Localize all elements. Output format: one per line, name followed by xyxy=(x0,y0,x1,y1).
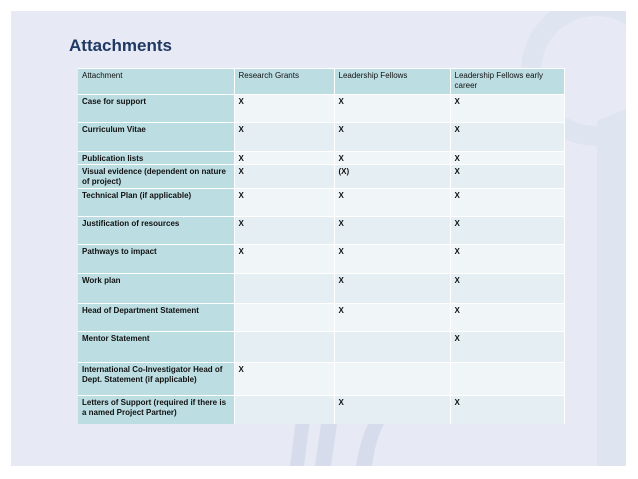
table-row xyxy=(78,396,565,424)
cell-research-grants: X xyxy=(234,363,334,396)
cell-research-grants xyxy=(234,304,334,332)
cell-leadership-fellows-early-career: X xyxy=(450,274,565,304)
cell-leadership-fellows-early-career: X xyxy=(450,123,565,152)
table-header-row xyxy=(78,69,565,95)
header-leadership-fellows-early-career: Leadership Fellows early career xyxy=(450,69,565,95)
slide-title: Attachments xyxy=(69,36,172,55)
cell-research-grants: X xyxy=(234,95,334,123)
header-research-grants: Research Grants xyxy=(234,69,334,95)
row-label: Visual evidence (dependent on nature of project) xyxy=(78,165,234,189)
cell-leadership-fellows-early-career: X xyxy=(450,396,565,424)
cell-research-grants xyxy=(234,274,334,304)
cell-leadership-fellows: X xyxy=(334,304,450,332)
cell-leadership-fellows-early-career: X xyxy=(450,332,565,363)
cell-leadership-fellows: X xyxy=(334,245,450,274)
cell-leadership-fellows: X xyxy=(334,123,450,152)
cell-leadership-fellows-early-career: X xyxy=(450,165,565,189)
cell-leadership-fellows: X xyxy=(334,396,450,424)
cell-research-grants: X xyxy=(234,123,334,152)
row-label: Justification of resources xyxy=(78,217,234,245)
row-label: International Co-Investigator Head of Dept. Statement (if applicable) xyxy=(78,363,234,396)
cell-leadership-fellows-early-career: X xyxy=(450,152,565,165)
cell-leadership-fellows-early-career: X xyxy=(450,217,565,245)
table-row xyxy=(78,189,565,217)
row-label: Technical Plan (if applicable) xyxy=(78,189,234,217)
cell-research-grants: X xyxy=(234,165,334,189)
table-row xyxy=(78,217,565,245)
table-row xyxy=(78,123,565,152)
cell-leadership-fellows: X xyxy=(334,152,450,165)
cell-research-grants: X xyxy=(234,245,334,274)
cell-leadership-fellows-early-career: X xyxy=(450,189,565,217)
cell-leadership-fellows: (X) xyxy=(334,165,450,189)
row-label: Publication lists xyxy=(78,152,234,165)
cell-research-grants: X xyxy=(234,152,334,165)
cell-leadership-fellows: X xyxy=(334,189,450,217)
table-row xyxy=(78,332,565,363)
table-row xyxy=(78,165,565,189)
slide xyxy=(11,11,626,466)
cell-leadership-fellows: X xyxy=(334,274,450,304)
table-row xyxy=(78,274,565,304)
cell-leadership-fellows: X xyxy=(334,95,450,123)
attachments-table xyxy=(78,68,565,424)
cell-research-grants xyxy=(234,332,334,363)
table-row xyxy=(78,95,565,123)
row-label: Mentor Statement xyxy=(78,332,234,363)
row-label: Head of Department Statement xyxy=(78,304,234,332)
table-row xyxy=(78,245,565,274)
row-label: Case for support xyxy=(78,95,234,123)
cell-leadership-fellows-early-career xyxy=(450,363,565,396)
row-label: Letters of Support (required if there is a named Project Partner) xyxy=(78,396,234,424)
cell-leadership-fellows: X xyxy=(334,217,450,245)
row-label: Pathways to impact xyxy=(78,245,234,274)
row-label: Work plan xyxy=(78,274,234,304)
cell-leadership-fellows-early-career: X xyxy=(450,95,565,123)
row-label: Curriculum Vitae xyxy=(78,123,234,152)
cell-research-grants: X xyxy=(234,217,334,245)
header-attachment: Attachment xyxy=(78,69,234,95)
cell-research-grants: X xyxy=(234,189,334,217)
cell-research-grants xyxy=(234,396,334,424)
cell-leadership-fellows-early-career: X xyxy=(450,245,565,274)
table-row xyxy=(78,304,565,332)
cell-leadership-fellows xyxy=(334,332,450,363)
table-row xyxy=(78,363,565,396)
cell-leadership-fellows xyxy=(334,363,450,396)
table-row xyxy=(78,152,565,165)
cell-leadership-fellows-early-career: X xyxy=(450,304,565,332)
header-leadership-fellows: Leadership Fellows xyxy=(334,69,450,95)
